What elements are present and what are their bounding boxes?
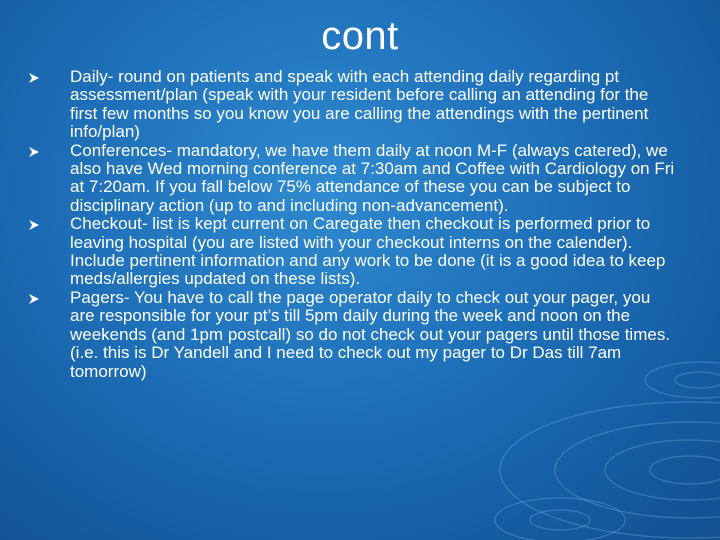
- bullet-item: [28, 142, 678, 216]
- bullet-item: [28, 68, 678, 142]
- bullet-text: Conferences- mandatory, we have them daily at noon M-F (always catered), we also have Wed morning conference at 7:30am and Coffee with Cardiology on Fri at 7:20am. If you fall below 75% attendance of these you can be subject to disciplinary action (up to and including non-advancement).: [70, 140, 675, 215]
- bullet-item: [28, 215, 678, 289]
- arrowhead-bullet-icon: [28, 146, 40, 158]
- arrowhead-bullet-icon: [28, 219, 40, 231]
- bullet-text: Daily- round on patients and speak with each attending daily regarding pt assessment/plan (speak with your resident before calling an attending for the first few months so you know you are calling the attendings with the pertinent info/plan): [70, 67, 649, 142]
- bullet-item: [28, 289, 678, 381]
- arrowhead-bullet-icon: [28, 72, 40, 84]
- bullet-text: Pagers- You have to call the page operator daily to check out your pager, you are responsible for your pt’s till 5pm daily during the week and noon on the weekends (and 1pm postcall) so do not check out your pagers until those times. (i.e. this is Dr Yandell and I need to check out my pager to Dr Das till 7am tomorrow): [70, 287, 671, 381]
- bullet-text: Checkout- list is kept current on Caregate then checkout is performed prior to leaving hospital (you are listed with your checkout interns on the calender). Include pertinent information and any work to be done (it is a good idea to keep meds/allergies updated on these lists).: [70, 214, 666, 289]
- arrowhead-bullet-icon: [28, 293, 40, 305]
- bullet-list: [28, 68, 678, 381]
- slide-title: cont: [321, 14, 399, 58]
